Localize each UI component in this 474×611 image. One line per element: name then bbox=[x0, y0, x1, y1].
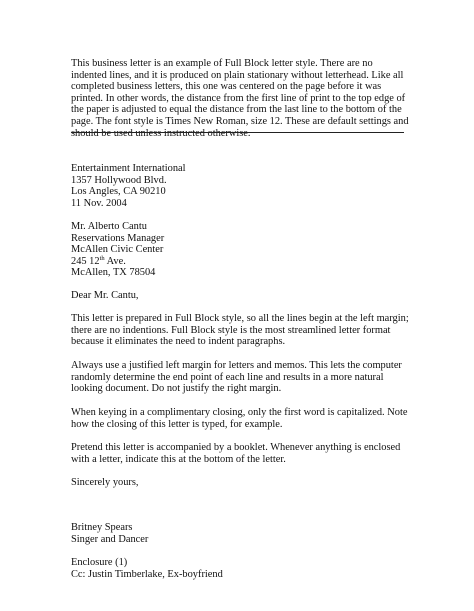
complimentary-closing: Sincerely yours, bbox=[71, 477, 139, 488]
recipient-organization: McAllen Civic Center bbox=[71, 244, 164, 256]
recipient-title: Reservations Manager bbox=[71, 232, 165, 244]
recipient-street: 245 12th Ave. bbox=[71, 254, 126, 267]
letter-date: 11 Nov. 2004 bbox=[71, 197, 127, 209]
body-paragraph-2: Always use a justified left margin for letters and memos. This lets the computer randomly determine the end point of each line and results in a more natural looking document. Do not justify the right margin. bbox=[71, 360, 402, 395]
sender-street: 1357 Hollywood Blvd. bbox=[71, 174, 167, 186]
intro-paragraph: This business letter is an example of Full Block letter style. There are no indented lines, and it is produced on plain stationary without letterhead. Like all completed business letters, this one was centered on the page before it was printed. In other words, the distance from the first line of print to the top edge of the paper is adjusted to equal the distance from the last line to the bottom of the page. The font style is Times New Roman, size 12. These are default settings and should be used unless instructed otherwise. bbox=[71, 58, 409, 139]
signer-title: Singer and Dancer bbox=[71, 533, 149, 545]
recipient-name: Mr. Alberto Cantu bbox=[71, 221, 147, 232]
sender-address bbox=[71, 163, 411, 209]
cc-notation: Cc: Justin Timberlake, Ex-boyfriend bbox=[71, 568, 223, 580]
signer-name: Britney Spears bbox=[71, 522, 133, 533]
body-paragraph-4: Pretend this letter is accompanied by a booklet. Whenever anything is enclosed with a letter, indicate this at the bottom of the letter. bbox=[71, 442, 401, 465]
body-paragraph-3: When keying in a complimentary closing, only the first word is capitalized. Note how the closing of this letter is typed, for example. bbox=[71, 407, 408, 430]
body-paragraph-1: This letter is prepared in Full Block style, so all the lines begin at the left margin; there are no indentions. Full Block style is the most streamlined letter format because it eliminates the need to indent paragraphs. bbox=[71, 313, 409, 348]
notations bbox=[71, 557, 411, 580]
horizontal-rule bbox=[71, 132, 404, 133]
sender-name: Entertainment International bbox=[71, 163, 186, 174]
recipient-city: McAllen, TX 78504 bbox=[71, 267, 156, 279]
signature-block bbox=[71, 522, 411, 545]
enclosure-notation: Enclosure (1) bbox=[71, 557, 128, 568]
sender-city: Los Angles, CA 90210 bbox=[71, 186, 166, 198]
recipient-address bbox=[71, 221, 411, 279]
salutation: Dear Mr. Cantu, bbox=[71, 290, 139, 301]
